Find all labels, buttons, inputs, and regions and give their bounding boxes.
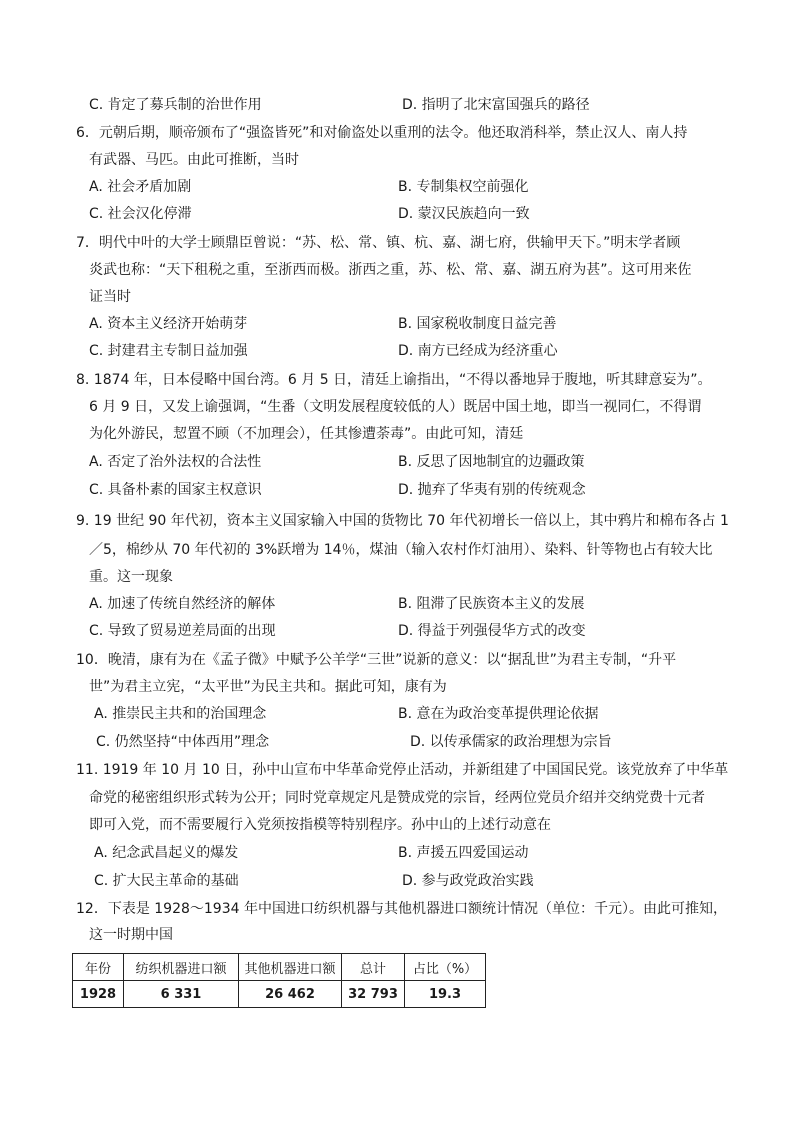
table-cell: 6 331 [124,981,239,1008]
q11-stem-line1: 11. 1919 年 10 月 10 日，孙中山宣布中华革命党停止活动，并新组建了中国国民党。该党放弃了中华革 [76,762,729,778]
q8-stem-line3: 为化外游民，恝置不顾（不加理会），任其惨遭荼毒”。由此可知，清廷 [89,426,524,442]
q11-option-a: A. 纪念武昌起义的爆发 [94,845,239,861]
table-header-cell: 总计 [342,954,405,981]
table-header-cell: 其他机器进口额 [239,954,342,981]
q11-option-d: D. 参与政党政治实践 [402,873,534,889]
q10-stem-line2: 世”为君主立宪，“太平世”为民主共和。据此可知，康有为 [89,679,447,695]
table-header-cell: 纺织机器进口额 [124,954,239,981]
q11-stem-line2: 命党的秘密组织形式转为公开；同时党章规定凡是赞成党的宗旨，经两位党员介绍并交纳党费十元者 [89,790,705,806]
q8-option-a: A. 否定了治外法权的合法性 [89,454,262,470]
q8-option-c: C. 具备朴素的国家主权意识 [89,482,262,498]
q7-option-c: C. 封建君主专制日益加强 [89,343,248,359]
q7-stem-line1: 7．明代中叶的大学士顾鼎臣曾说：“苏、松、常、镇、杭、嘉、湖七府，供输甲天下。”明末学者顾 [76,235,681,251]
q10-option-c: C. 仍然坚持“中体西用”理念 [96,734,270,750]
table-header-row [73,954,486,981]
q10-stem-line1: 10．晚清，康有为在《孟子微》中赋予公羊学“三世”说新的意义：以“据乱世”为君主专制，“升平 [76,652,677,668]
q7-stem-line2: 炎武也称：“天下租税之重，至浙西而极。浙西之重，苏、松、常、嘉、湖五府为甚”。这可用来佐 [89,262,692,278]
q9-stem-line1: 9. 19 世纪 90 年代初，资本主义国家输入中国的货物比 70 年代初增长一倍以上，其中鸦片和棉布各占 1 [76,513,729,529]
q5-option-d: D. 指明了北宋富国强兵的路径 [402,97,590,113]
q11-option-b: B. 声援五四爱国运动 [398,845,529,861]
q6-option-b: B. 专制集权空前强化 [398,179,529,195]
q6-option-c: C. 社会汉化停滞 [89,206,192,222]
q6-stem-line2: 有武器、马匹。由此可推断，当时 [89,152,299,168]
q11-option-c: C. 扩大民主革命的基础 [94,873,239,889]
q6-option-d: D. 蒙汉民族趋向一致 [398,206,530,222]
q10-option-d: D. 以传承儒家的政治理想为宗旨 [410,734,612,750]
q5-option-c: C. 肯定了募兵制的治世作用 [89,97,262,113]
q7-stem-line3: 证当时 [89,289,131,305]
q7-option-b: B. 国家税收制度日益完善 [398,316,557,332]
q9-option-d: D. 得益于列强侵华方式的改变 [398,623,586,639]
q9-option-a: A. 加速了传统自然经济的解体 [89,596,276,612]
q11-stem-line3: 即可入党，而不需要履行入党须按指模等特别程序。孙中山的上述行动意在 [89,817,551,833]
q6-option-a: A. 社会矛盾加剧 [89,179,192,195]
q10-option-b: B. 意在为政治变革提供理论依据 [398,706,599,722]
q7-option-d: D. 南方已经成为经济重心 [398,343,558,359]
q7-option-a: A. 资本主义经济开始萌芽 [89,316,248,332]
table-header-cell: 年份 [73,954,124,981]
table-cell: 32 793 [342,981,405,1008]
q9-stem-line3: 重。这一现象 [89,569,173,585]
q8-stem-line1: 8. 1874 年，日本侵略中国台湾。6 月 5 日，清廷上谕指出，“不得以番地异于腹地，听其肆意妄为”。 [76,372,712,388]
q9-option-c: C. 导致了贸易逆差局面的出现 [89,623,276,639]
q12-stem-line1: 12．下表是 1928～1934 年中国进口纺织机器与其他机器进口额统计情况（单位：千元）。由此可推知， [76,901,727,917]
table-cell: 26 462 [239,981,342,1008]
table-cell: 1928 [73,981,124,1008]
q10-option-a: A. 推崇民主共和的治国理念 [94,706,267,722]
q9-option-b: B. 阻滞了民族资本主义的发展 [398,596,585,612]
q12-stem-line2: 这一时期中国 [89,927,173,943]
table-header-cell: 占比（%） [405,954,486,981]
table-row [73,981,486,1008]
q9-stem-line2: ／5，棉纱从 70 年代初的 3%跃增为 14％，煤油（输入农村作灯油用）、染料、针等物也占有较大比 [89,542,713,558]
q8-option-b: B. 反思了因地制宜的边疆政策 [398,454,585,470]
import-statistics-table [72,953,486,1008]
q8-stem-line2: 6 月 9 日，又发上谕强调，“生番（文明发展程度较低的人）既居中国土地，即当一视同仁，不得谓 [89,399,702,415]
q6-stem-line1: 6．元朝后期，顺帝颁布了“强盗皆死”和对偷盗处以重刑的法令。他还取消科举，禁止汉人、南人持 [76,125,688,141]
q8-option-d: D. 抛弃了华夷有别的传统观念 [398,482,586,498]
table-cell: 19.3 [405,981,486,1008]
